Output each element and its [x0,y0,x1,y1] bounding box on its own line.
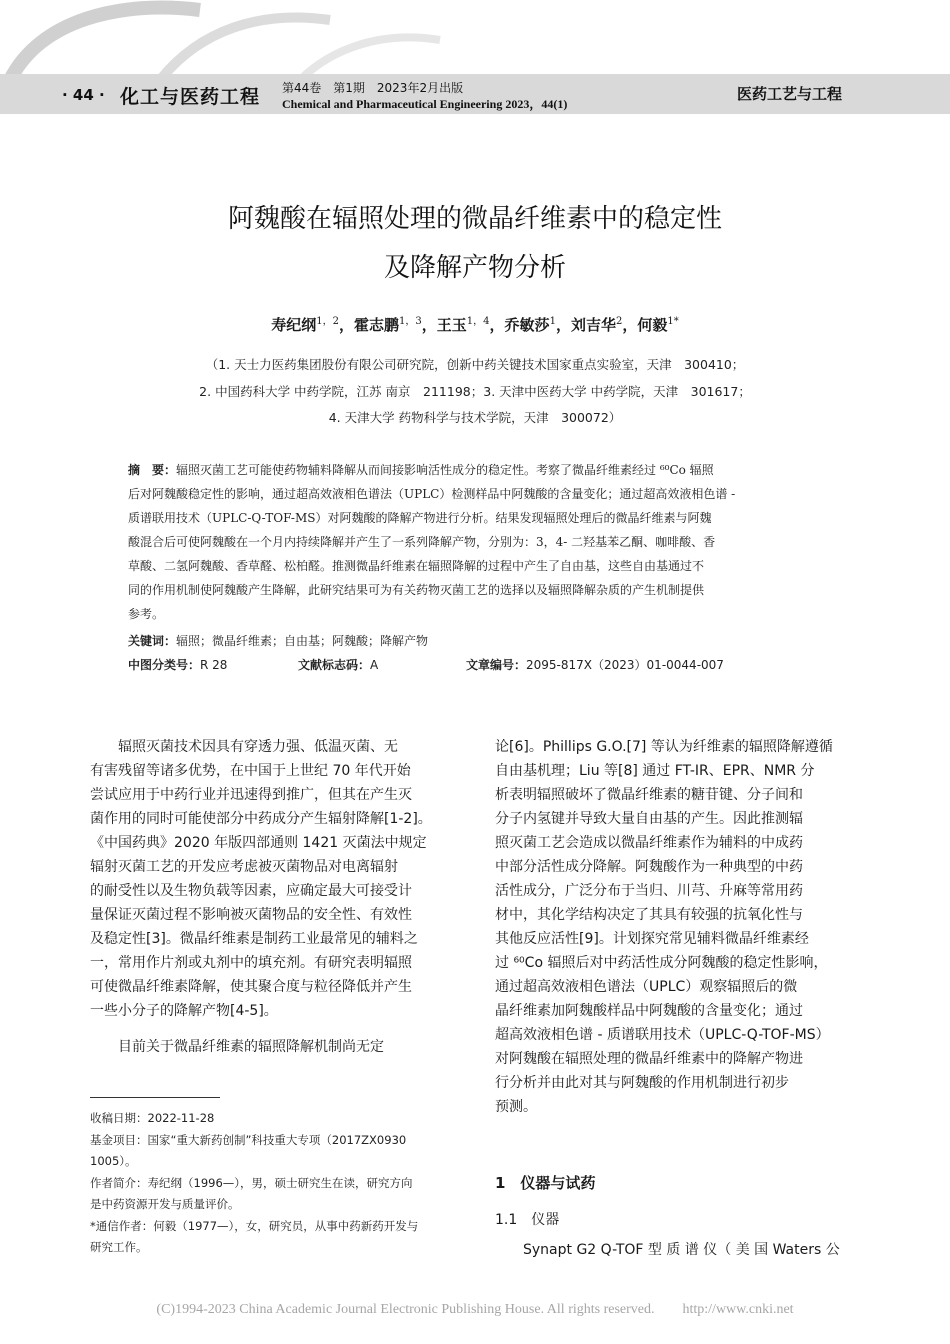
body-line: 及稳定性[3]。微晶纤维素是制药工业最常见的辅料之 [90,931,418,947]
author-affiliation-mark: 1，3 [399,316,422,327]
left-column-body [90,736,462,1076]
author-affiliation-mark: 1* [667,316,679,327]
body-line: 活性成分，广泛分布于当归、川芎、升麻等常用药 [495,883,803,899]
body-line: 目前关于微晶纤维素的辐照降解机制尚无定 [90,1039,384,1055]
author-list: 寿纪纲$^{1,2}$，霍志鹏$^{1,3}$，王玉$^{1,4}$，乔敏莎$^1$，刘吉华$^2$，何毅$^{1*}$ [271,316,679,334]
body-line: 照灭菌工艺会造成以微晶纤维素作为辅料的中成药 [495,835,803,851]
body-line: 行分析并由此对其与阿魏酸的作用机制进行初步 [495,1075,789,1091]
copyright-footer: (C)1994-2023 China Academic Journal Electronic Publishing House. All rights reserved. http://www.cnki.net [156,1302,794,1317]
fund-info: 1005）。 [90,1154,137,1168]
corresponding-author: *通信作者：何毅（1977—），女，研究员，从事中药新药开发与 [90,1219,419,1233]
page-number: · 44 · [62,86,105,104]
issue-info-cn: 第44卷 第1期 2023年2月出版 [282,81,464,95]
abstract-line: 后对阿魏酸稳定性的影响，通过超高效液相色谱法（UPLC）检测样品中阿魏酸的含量变化；通过超高效液相色谱 - [128,487,736,501]
body-text [495,1239,867,1263]
body-line: 可使微晶纤维素降解，使其聚合度与粒径降低并产生 [90,979,412,995]
author: 刘吉华 [570,316,616,334]
body-line: 辐照灭菌技术因具有穿透力强、低温灭菌、无 [90,739,398,755]
body-line: 量保证灭菌过程不影响被灭菌物品的安全性、有效性 [90,907,412,923]
issue-info-en: Chemical and Pharmaceutical Engineering 2023，44(1) [282,97,568,111]
author-bio: 作者简介：寿纪纲（1996—），男，硕士研究生在读，研究方向 [90,1176,413,1190]
author-affiliation-mark: 1，4 [466,316,490,327]
author-bio: 是中药资源开发与质量评价。 [90,1197,240,1211]
keywords-label: 关键词： [128,634,177,648]
body-line: 析表明辐照破坏了微晶纤维素的糖苷键、分子间和 [495,787,803,803]
body-line: 论[6]。Phillips G.O.[7] 等认为纤维素的辐照降解遵循 [495,739,833,755]
clc-value: R 28 [200,658,228,672]
body-line: 对阿魏酸在辐照处理的微晶纤维素中的降解产物进 [495,1051,803,1067]
fund-info: 基金项目：国家“重大新药创制”科技重大专项（2017ZX0930 [90,1133,407,1147]
body-line: 一些小分子的降解产物[4-5]。 [90,1003,278,1019]
body-line: 自由基机理；Liu 等[8] 通过 FT-IR、EPR、NMR 分 [495,763,815,779]
author-affiliation-mark: 1 [549,316,556,327]
body-line: 过 ⁶⁰Co 辐照后对中药活性成分阿魏酸的稳定性影响， [495,955,828,971]
header-decoration [0,0,520,80]
abstract-line: 质谱联用技术（UPLC-Q-TOF-MS）对阿魏酸的降解产物进行分析。结果发现辐照处理后的微晶纤维素与阿魏 [128,511,712,525]
author-affiliation-mark: 2 [615,316,623,327]
corresponding-author: 研究工作。 [90,1240,148,1254]
keywords [128,632,428,649]
document-code [298,656,378,673]
body-line: 有害残留等诸多优势，在中国于上世纪 70 年代开始 [90,763,411,779]
abstract-line: 草酸、二氢阿魏酸、香草醛、松柏醛。推测微晶纤维素在辐照降解的过程中产生了自由基，这些自由基通过不 [128,559,705,573]
abstract-label: 摘 要： [128,463,177,477]
abstract-line: 辐照灭菌工艺可能使药物辅料降解从而间接影响活性成分的稳定性。考察了微晶纤维素经过 ⁶⁰Co 辐照 [176,463,714,477]
body-line: 超高效液相色谱 - 质谱联用技术（UPLC-Q-TOF-MS） [495,1027,830,1043]
doc-code-value: A [370,658,379,672]
author: 乔敏莎 [504,316,550,334]
author: 寿纪纲 [271,316,317,334]
affiliation-line: （1. 天士力医药集团股份有限公司研究院，创新中药关键技术国家重点实验室，天津 300410； [205,357,745,372]
abstract-line: 同的作用机制使阿魏酸产生降解，此研究结果可为有关药物灭菌工艺的选择以及辐照降解杂质的产生机制提供 [128,583,705,597]
received-date: 收稿日期：2022-11-28 [90,1111,215,1125]
body-line: 通过超高效液相色谱法（UPLC）观察辐照后的微 [495,979,798,995]
author: 何毅 [637,316,668,334]
right-column-body [495,736,867,1156]
article-number-value: 2095-817X（2023）01-0044-007 [526,658,724,672]
body-line: 材中，其化学结构决定了其具有较强的抗氧化性与 [495,907,803,923]
journal-name: 化工与医药工程 [120,86,261,108]
affiliation-line: 2. 中国药科大学 中药学院，江苏 南京 211198；3. 天津中医药大学 中药学院，天津 301617； [199,384,751,399]
article-number [466,656,724,673]
body-line: 晶纤维素加阿魏酸样品中阿魏酸的含量变化；通过 [495,1003,803,1019]
body-line: 辐射灭菌工艺的开发应考虑被灭菌物品对电离辐射 [90,859,398,875]
clc-number [128,656,227,673]
section-heading: 1 仪器与试药 [495,1174,596,1192]
body-line: 其他反应活性[9]。计划探究常见辅料微晶纤维素经 [495,931,809,947]
body-line: 分子内氢键并导致大量自由基的产生。因此推测辐 [495,811,803,827]
body-line: 预测。 [495,1099,537,1115]
doc-code-label: 文献标志码： [298,658,371,672]
article-number-label: 文章编号： [466,658,527,672]
author: 王玉 [436,316,467,334]
abstract-line: 酸混合后可使阿魏酸在一个月内持续降解并产生了一系列降解产物，分别为：3，4- 二羟基苯乙酮、咖啡酸、香 [128,535,716,549]
affiliation-line: 4. 天津大学 药物科学与技术学院，天津 300072） [328,410,622,425]
author-affiliation-mark: 1，2 [316,316,339,327]
body-line: 尝试应用于中药行业并迅速得到推广，但其在产生灭 [90,787,412,803]
body-line: 的耐受性以及生物负载等因素，应确定最大可接受计 [90,883,412,899]
keywords-text: 辐照；微晶纤维素；自由基；阿魏酸；降解产物 [176,634,429,648]
subsection-heading: 1.1 仪器 [495,1212,560,1228]
paper-title-line-2: 及降解产物分析 [383,253,566,283]
author: 霍志鹏 [354,316,400,334]
footnote-rule [90,1097,220,1098]
paper-title-line-1: 阿魏酸在辐照处理的微晶纤维素中的稳定性 [227,204,722,234]
journal-header [0,74,950,114]
body-line: 菌作用的同时可能使部分中药成分产生辐射降解[1-2]。 [90,811,432,827]
body-line: 一，常用作片剂或丸剂中的填充剂。有研究表明辐照 [90,955,412,971]
body-line: Synapt G2 Q-TOF 型 质 谱 仪（ 美 国 Waters 公 [495,1242,840,1258]
abstract-line: 参考。 [128,607,165,621]
section-name: 医药工艺与工程 [736,85,842,103]
clc-label: 中图分类号： [128,658,201,672]
body-line: 《中国药典》2020 年版四部通则 1421 灭菌法中规定 [90,835,427,851]
abstract [128,461,828,631]
body-line: 中部分活性成分降解。阿魏酸作为一种典型的中药 [495,859,803,875]
